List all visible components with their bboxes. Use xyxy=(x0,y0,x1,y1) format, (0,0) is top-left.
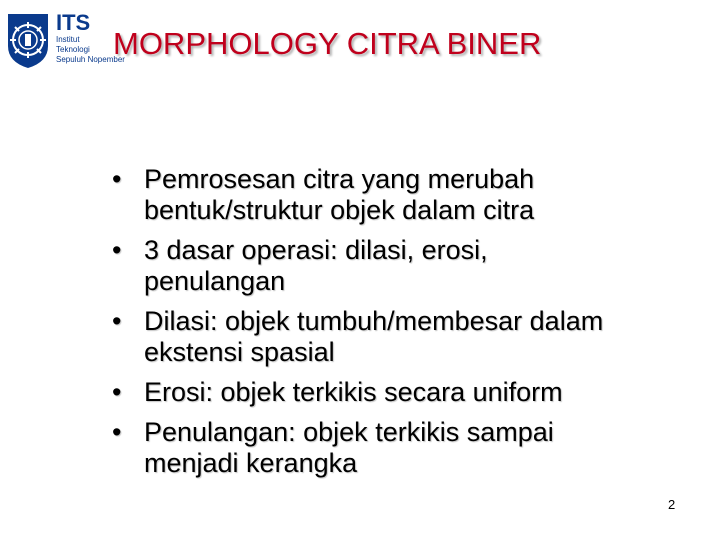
bullet-text-line-1: 3 dasar operasi: dilasi, erosi, xyxy=(144,235,488,265)
its-logo xyxy=(4,10,128,74)
its-logo-name: ITS xyxy=(56,10,91,35)
its-logo-line-2: Teknologi xyxy=(56,45,90,54)
bullet-item xyxy=(112,377,712,408)
bullet-text-line-1: Penulangan: objek terkikis sampai xyxy=(144,417,554,447)
its-logo-line-1: Institut xyxy=(56,35,80,44)
bullet-list xyxy=(112,164,712,488)
bullet-symbol: • xyxy=(112,377,122,407)
bullet-item xyxy=(112,306,712,368)
bullet-symbol: • xyxy=(112,306,122,336)
bullet-item xyxy=(112,417,712,479)
bullet-item xyxy=(112,235,712,297)
bullet-text-line-2: penulangan xyxy=(144,266,286,296)
bullet-text-line-1: Pemrosesan citra yang merubah xyxy=(144,164,535,194)
slide-title: MORPHOLOGY CITRA BINER xyxy=(113,26,542,61)
bullet-symbol: • xyxy=(112,235,122,265)
bullet-text-line-2: bentuk/struktur objek dalam citra xyxy=(144,195,535,225)
bullet-symbol: • xyxy=(112,417,122,447)
bullet-text-line-1: Dilasi: objek tumbuh/membesar dalam xyxy=(144,306,604,336)
bullet-text-line-1: Erosi: objek terkikis secara uniform xyxy=(144,377,563,407)
its-emblem-icon xyxy=(4,10,52,70)
bullet-item xyxy=(112,164,712,226)
bullet-text-line-2: ekstensi spasial xyxy=(144,337,335,367)
its-logo-line-3: Sepuluh Nopember xyxy=(56,55,125,64)
page-number: 2 xyxy=(668,497,676,512)
bullet-text-line-2: menjadi kerangka xyxy=(144,448,358,478)
bullet-symbol: • xyxy=(112,164,122,194)
